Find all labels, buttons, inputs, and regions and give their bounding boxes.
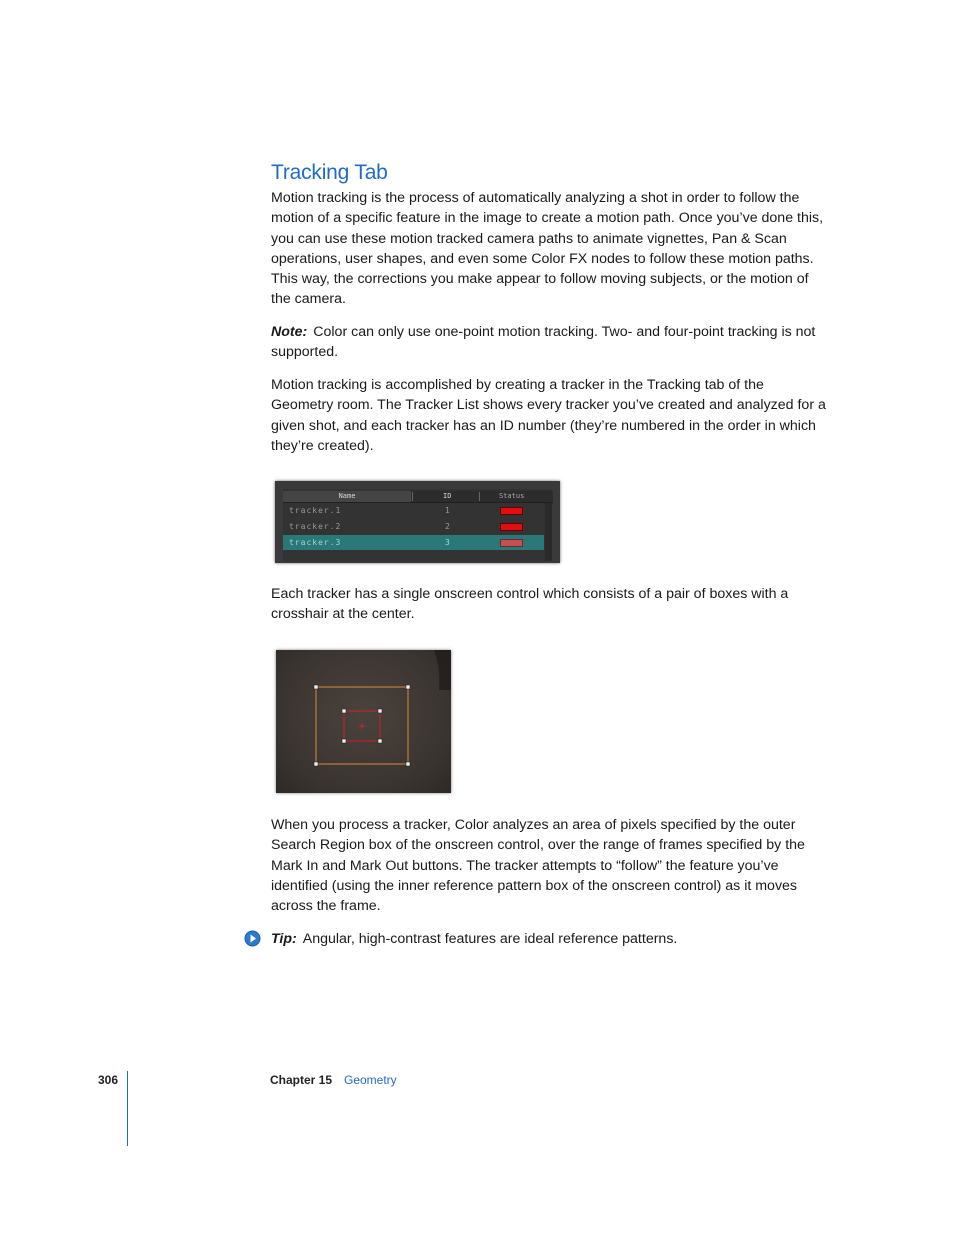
onscreen-control-figure [276,650,451,793]
tip-paragraph [271,929,827,949]
tracker-onscreen-control [276,650,451,793]
tracker-list-scrollbar[interactable] [545,503,552,561]
onscreen-control-paragraph: Each tracker has a single onscreen control which consists of a pair of boxes with a crosshair at the center. [271,586,789,623]
column-header-name[interactable]: Name [283,491,411,502]
crosshair [359,723,365,729]
tracker-id: 1 [445,506,451,515]
tracker-status-indicator [500,523,523,531]
tracker-name: tracker.1 [289,506,342,515]
tracker-name: tracker.2 [289,522,342,531]
column-divider [479,492,480,501]
chapter-label: Chapter 15 [270,1073,333,1087]
tip-arrow-icon [244,930,261,947]
tip-text: Angular, high-contrast features are ideal reference patterns. [302,931,678,947]
section-title: Tracking Tab [271,161,388,184]
note-text: Color can only use one-point motion tracking. Two- and four-point tracking is not supported. [271,324,816,361]
note-label: Note: [271,324,308,340]
tracker-list-paragraph: Motion tracking is accomplished by creating a tracker in the Tracking tab of the Geometry room. The Tracker List shows every tracker you’ve created and analyzed for a given shot, and each tracker has an ID number (they’re numbered in the order in which they’re created). [271,377,826,454]
tracker-id: 2 [445,522,451,531]
tracker-row[interactable] [283,503,544,518]
tip-label: Tip: [271,931,297,947]
tracker-row[interactable] [283,519,544,534]
column-divider [412,492,413,501]
process-tracker-paragraph: When you process a tracker, Color analyzes an area of pixels specified by the outer Search Region box of the onscreen control, over the range of frames specified by the Mark In and Mark Out buttons. The tracker attempts to “follow” the feature you’ve identified (using the inner reference pattern box of the onscreen control) as it moves across the frame. [271,817,805,915]
tracker-name: tracker.3 [289,538,342,547]
tracker-status-indicator [500,507,523,515]
tracker-row-selected[interactable] [283,535,544,550]
tracker-id: 3 [445,538,451,547]
tracker-list [283,489,552,561]
column-header-id[interactable]: ID [443,492,452,500]
tracker-list-header [283,491,553,503]
column-header-status[interactable]: Status [499,492,525,500]
page-number: 306 [98,1073,119,1087]
tracker-list-figure [275,481,560,563]
note-paragraph [271,322,827,363]
tracker-status-indicator [500,539,523,547]
chapter-title-link[interactable]: Geometry [344,1073,397,1087]
footer-divider [127,1071,128,1146]
intro-paragraph: Motion tracking is the process of automatically analyzing a shot in order to follow the motion of a specific feature in the image to create a motion path. Once you’ve done this, you can use these motion tracked camera paths to animate vignettes, Pan & Scan operations, user shapes, and even some Color FX nodes to follow these motion paths. This way, the corrections you make appear to follow moving subjects, or the motion of the camera. [271,190,824,308]
